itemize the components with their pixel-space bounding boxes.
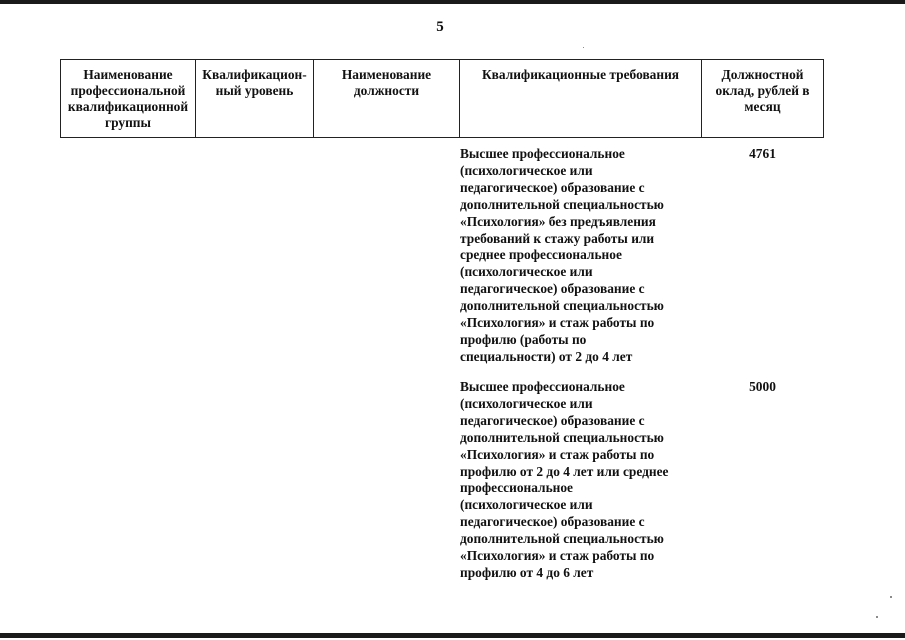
header-cell-position-name: Наименование должности — [313, 60, 459, 137]
row-1-requirements: Высшее профессиональное (психологическое или педагогическое) образование с дополнительной специальностью «Психология» без предъявления требований к стажу работы или среднее профессиональное (психологическое или педагогическое) образование с дополнительной специальностью «Психология» и стаж работы по профилю (работы по специальности) от 2 до 4 лет — [460, 146, 664, 364]
header-cell-salary: Должностной оклад, рублей в месяц — [701, 60, 823, 137]
scan-speck — [876, 616, 878, 618]
page-number: 5 — [436, 19, 444, 35]
row-1-salary: 4761 — [749, 146, 776, 161]
row-2-salary: 5000 — [749, 379, 776, 394]
scan-edge-top — [0, 0, 905, 4]
header-cell-qualification-level: Квалификацион- ный уровень — [195, 60, 313, 137]
scan-speck — [583, 47, 584, 48]
table-header — [60, 59, 824, 138]
scan-edge-bottom — [0, 633, 905, 638]
header-cell-requirements: Квалификационные требования — [459, 60, 701, 137]
row-2-requirements: Высшее профессиональное (психологическое или педагогическое) образование с дополнительной специальностью «Психология» и стаж работы по профилю от 2 до 4 лет или среднее профессиональное (психологическое или педагогическое) образование с дополнительной специальностью «Психология» и стаж работы по профилю от 4 до 6 лет — [460, 379, 669, 580]
header-cell-group-name: Наименование профессиональной квалификационной группы — [67, 67, 189, 130]
scan-speck — [890, 596, 892, 598]
